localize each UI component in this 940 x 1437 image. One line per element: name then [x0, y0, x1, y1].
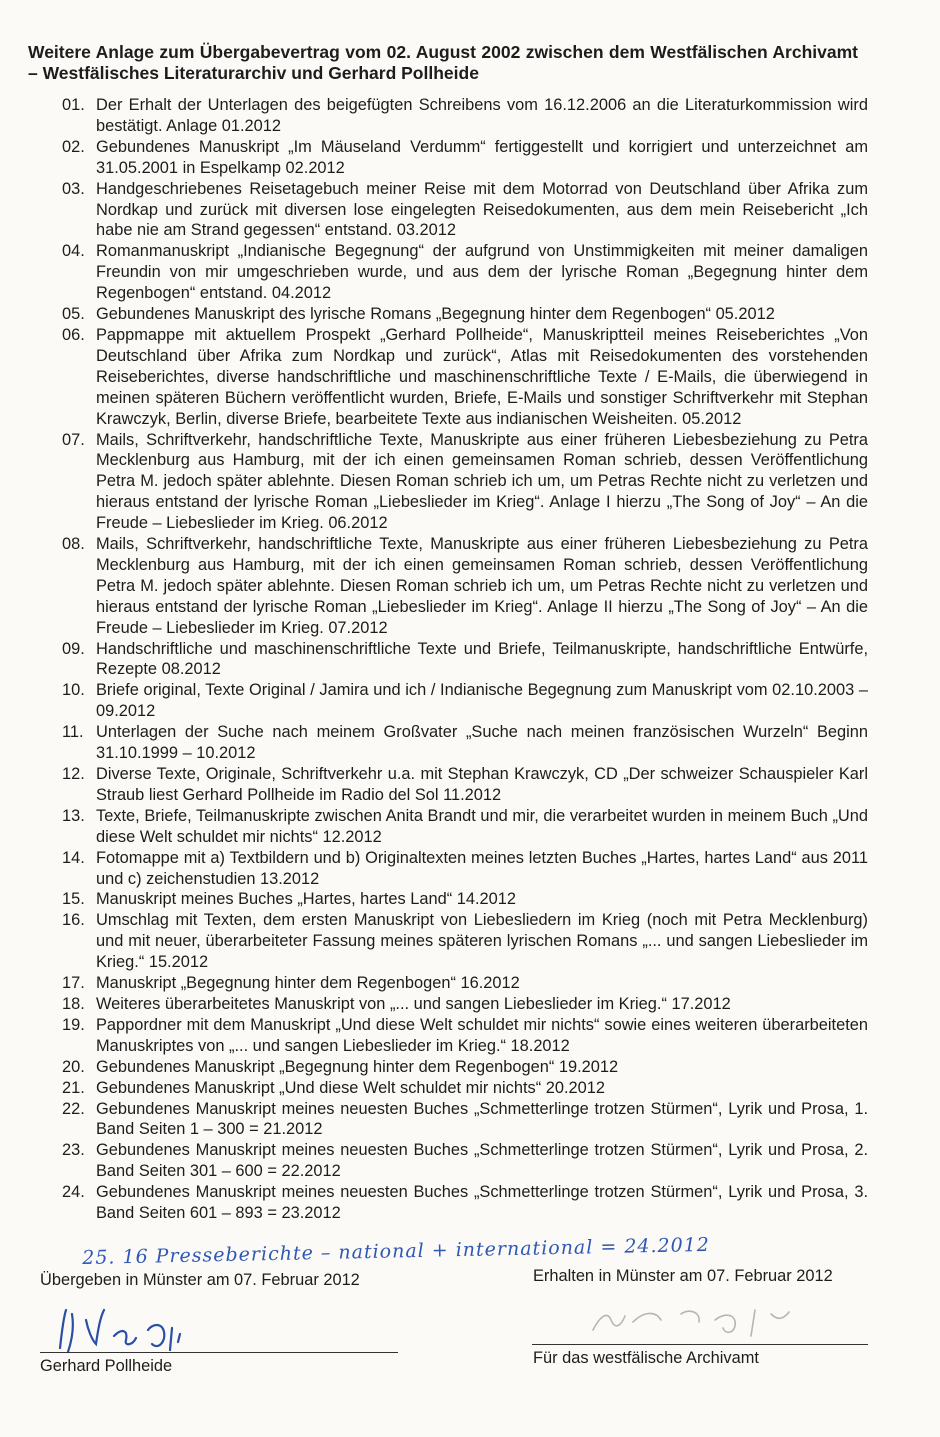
list-item — [62, 1015, 868, 1057]
item-number: 11. — [62, 723, 84, 742]
item-number: 14. — [62, 848, 85, 867]
list-item — [62, 973, 868, 994]
document-title: Weitere Anlage zum Übergabevertrag vom 02. August 2002 zwischen dem Westfälischen Archivamt – Westfälisches Literaturarchiv und Gerhard Pollheide — [28, 42, 858, 83]
item-number: 21. — [62, 1078, 85, 1097]
item-number: 24. — [62, 1183, 85, 1202]
handwritten-note: 25. 16 Presseberichte – national + international = 24.2012 — [82, 1233, 711, 1269]
item-number: 23. — [62, 1141, 85, 1160]
item-text: Texte, Briefe, Teilmanuskripte zwischen Anita Brandt und mir, die verarbeitet wurden in meinem Buch „Und diese Welt schuldet mir nichts“ 12.2012 — [96, 806, 868, 846]
item-text: Gebundenes Manuskript meines neuesten Buches „Schmetterlinge trotzen Stürmen“, Lyrik und Prosa, 2. Band Seiten 301 – 600 = 22.2012 — [96, 1141, 868, 1181]
item-number: 08. — [62, 535, 85, 554]
item-text: Unterlagen der Suche nach meinem Großvater „Suche nach meinen französischen Wurzeln“ Beginn 31.10.1999 – 10.2012 — [96, 723, 868, 763]
handover-place-date: Übergeben in Münster am 07. Februar 2012 — [40, 1271, 360, 1289]
item-text: Gebundenes Manuskript „Begegnung hinter dem Regenbogen“ 19.2012 — [96, 1057, 619, 1076]
item-list — [62, 95, 868, 1224]
item-number: 10. — [62, 681, 85, 700]
item-number: 20. — [62, 1057, 85, 1076]
list-item — [62, 304, 868, 325]
list-item — [62, 889, 868, 910]
item-number: 01. — [62, 96, 85, 114]
signature-left-icon — [52, 1300, 222, 1360]
item-number: 07. — [62, 430, 85, 449]
item-number: 02. — [62, 137, 85, 156]
list-item — [62, 994, 868, 1015]
item-number: 22. — [62, 1099, 85, 1118]
list-item — [62, 95, 868, 137]
item-text: Mails, Schriftverkehr, handschriftliche Texte, Manuskripte aus einer früheren Liebesbeziehung zu Petra Mecklenburg aus Hamburg, mit der ich einen gemeinsamen Roman schrieb, dessen Veröffentlichung Petra M. jedoch später ablehnte. Diesen Roman schrieb ich um, um Petras Rechte nicht zu verletzen und hieraus entstand der lyrische Roman „Liebeslieder im Krieg“. Anlage I hierzu „The Song of Joy“ – An die Freude – Liebeslieder im Krieg. 06.2012 — [96, 430, 868, 533]
list-item — [62, 1140, 868, 1182]
list-item — [62, 179, 868, 242]
item-number: 17. — [62, 974, 85, 993]
list-item — [62, 325, 868, 430]
item-number: 15. — [62, 890, 85, 909]
item-text: Weiteres überarbeitetes Manuskript von „... und sangen Liebeslieder im Krieg.“ 17.2012 — [96, 994, 731, 1013]
item-text: Gebundenes Manuskript meines neuesten Buches „Schmetterlinge trotzen Stürmen“, Lyrik und Prosa, 3. Band Seiten 601 – 893 = 23.2012 — [96, 1183, 868, 1223]
item-number: 12. — [62, 765, 85, 783]
signatory-right-name: Für das westfälische Archivamt — [533, 1349, 759, 1367]
item-text: Umschlag mit Texten, dem ersten Manuskript von Liebesliedern im Krieg (noch mit Petra Mecklenburg) und mit neuer, überarbeiteter Fassung meines späteren lyrischen Romans „... und sangen Liebeslieder im Krieg.“ 15.2012 — [96, 911, 868, 972]
item-text: Briefe original, Texte Original / Jamira und ich / Indianische Begegnung zum Manuskript vom 02.10.2003 – 09.2012 — [96, 681, 868, 721]
item-text: Pappordner mit dem Manuskript „Und diese Welt schuldet mir nichts“ sowie eines weiteren überarbeiteten Manuskriptes von „... und sangen Liebeslieder im Krieg.“ 18.2012 — [96, 1015, 868, 1055]
list-item — [62, 137, 868, 179]
list-item — [62, 1099, 868, 1141]
signatory-left-name: Gerhard Pollheide — [40, 1357, 173, 1375]
item-number: 16. — [62, 911, 85, 930]
item-text: Diverse Texte, Originale, Schriftverkehr u.a. mit Stephan Krawczyk, CD „Der schweizer Schauspieler Karl Straub liest Gerhard Pollheide im Radio del Sol 11.2012 — [96, 765, 868, 804]
list-item — [62, 639, 868, 681]
item-text: Pappmappe mit aktuellem Prospekt „Gerhard Pollheide“, Manuskriptteil meines Reiseberichtes „Von Deutschland über Afrika zum Nordkap und zurück“, Atlas mit Reisedokumenten des vorstehenden Reiseberichtes, diverse handschriftliche und maschinenschriftliche Texte / E-Mails, die überwiegend in meinen späteren Büchern veröffentlicht wurden, Briefe, E-Mails und sonstiger Schriftverkehr mit Stephan Krawczyk, Berlin, diverse Briefe, bearbeitete Texte aus indianischen Weisheiten. 05.2012 — [96, 325, 868, 428]
item-number: 06. — [62, 325, 85, 344]
list-item — [62, 534, 868, 639]
list-item — [62, 1078, 868, 1099]
list-item — [62, 848, 868, 890]
item-number: 13. — [62, 806, 85, 825]
list-item — [62, 806, 868, 848]
receipt-place-date: Erhalten in Münster am 07. Februar 2012 — [533, 1267, 833, 1285]
list-item — [62, 241, 868, 304]
item-text: Gebundenes Manuskript „Und diese Welt schuldet mir nichts“ 20.2012 — [96, 1078, 605, 1097]
item-text: Fotomappe mit a) Textbildern und b) Originaltexten meines letzten Buches „Hartes, hartes Land“ aus 2011 und c) zeichenstudien 13.2012 — [96, 848, 868, 888]
list-item — [62, 764, 868, 806]
item-text: Mails, Schriftverkehr, handschriftliche Texte, Manuskripte aus einer früheren Liebesbeziehung zu Petra Mecklenburg aus Hamburg, mit der ich einen gemeinsamen Roman schrieb, dessen Veröffentlichung Petra M. jedoch später ablehnte. Diesen Roman schrieb ich um, um Petras Rechte nicht zu verletzen und hieraus entstand der lyrische Roman „Liebeslieder im Krieg“. Anlage II hierzu „The Song of Joy“ – An die Freude – Liebeslieder im Krieg. 07.2012 — [96, 535, 868, 637]
item-text: Manuskript meines Buches „Hartes, hartes Land“ 14.2012 — [96, 890, 517, 909]
list-item — [62, 1182, 868, 1224]
item-text: Gebundenes Manuskript des lyrische Romans „Begegnung hinter dem Regenbogen“ 05.2012 — [96, 305, 775, 324]
item-text: Handschriftliche und maschinenschriftliche Texte und Briefe, Teilmanuskripte, handschriftliche Entwürfe, Rezepte 08.2012 — [96, 639, 868, 679]
list-item — [62, 910, 868, 973]
item-number: 04. — [62, 242, 85, 261]
item-number: 18. — [62, 994, 85, 1013]
list-item — [62, 722, 868, 764]
list-item — [62, 680, 868, 722]
signature-line-right — [532, 1344, 868, 1345]
item-text: Manuskript „Begegnung hinter dem Regenbogen“ 16.2012 — [96, 974, 520, 993]
signature-right-icon — [585, 1290, 815, 1345]
item-text: Gebundenes Manuskript „Im Mäuseland Verdumm“ fertiggestellt und korrigiert und unterzeichnet am 31.05.2001 in Espelkamp 02.2012 — [96, 137, 868, 177]
signature-line-left — [40, 1352, 398, 1353]
item-text: Gebundenes Manuskript meines neuesten Buches „Schmetterlinge trotzen Stürmen“, Lyrik und Prosa, 1. Band Seiten 1 – 300 = 21.2012 — [96, 1099, 868, 1139]
item-number: 05. — [62, 305, 85, 324]
item-text: Der Erhalt der Unterlagen des beigefügten Schreibens vom 16.12.2006 an die Literaturkommission wird bestätigt. Anlage 01.2012 — [96, 96, 868, 135]
item-number: 03. — [62, 179, 85, 198]
list-item — [62, 430, 868, 535]
item-text: Romanmanuskript „Indianische Begegnung“ der aufgrund von Unstimmigkeiten mit meiner damaligen Freundin von mir umgeschrieben wurde, und aus dem der lyrische Roman „Begegnung hinter dem Regenbogen“ entstand. 04.2012 — [96, 242, 868, 303]
item-number: 19. — [62, 1015, 85, 1034]
item-number: 09. — [62, 639, 85, 658]
list-item — [62, 1057, 868, 1078]
item-text: Handgeschriebenes Reisetagebuch meiner Reise mit dem Motorrad von Deutschland über Afrika zum Nordkap und zurück mit diversen lose eingelegten Reisedokumenten, aus dem mein Reisebericht „Ich habe nie am Strand gegessen“ entstand. 03.2012 — [96, 179, 868, 240]
